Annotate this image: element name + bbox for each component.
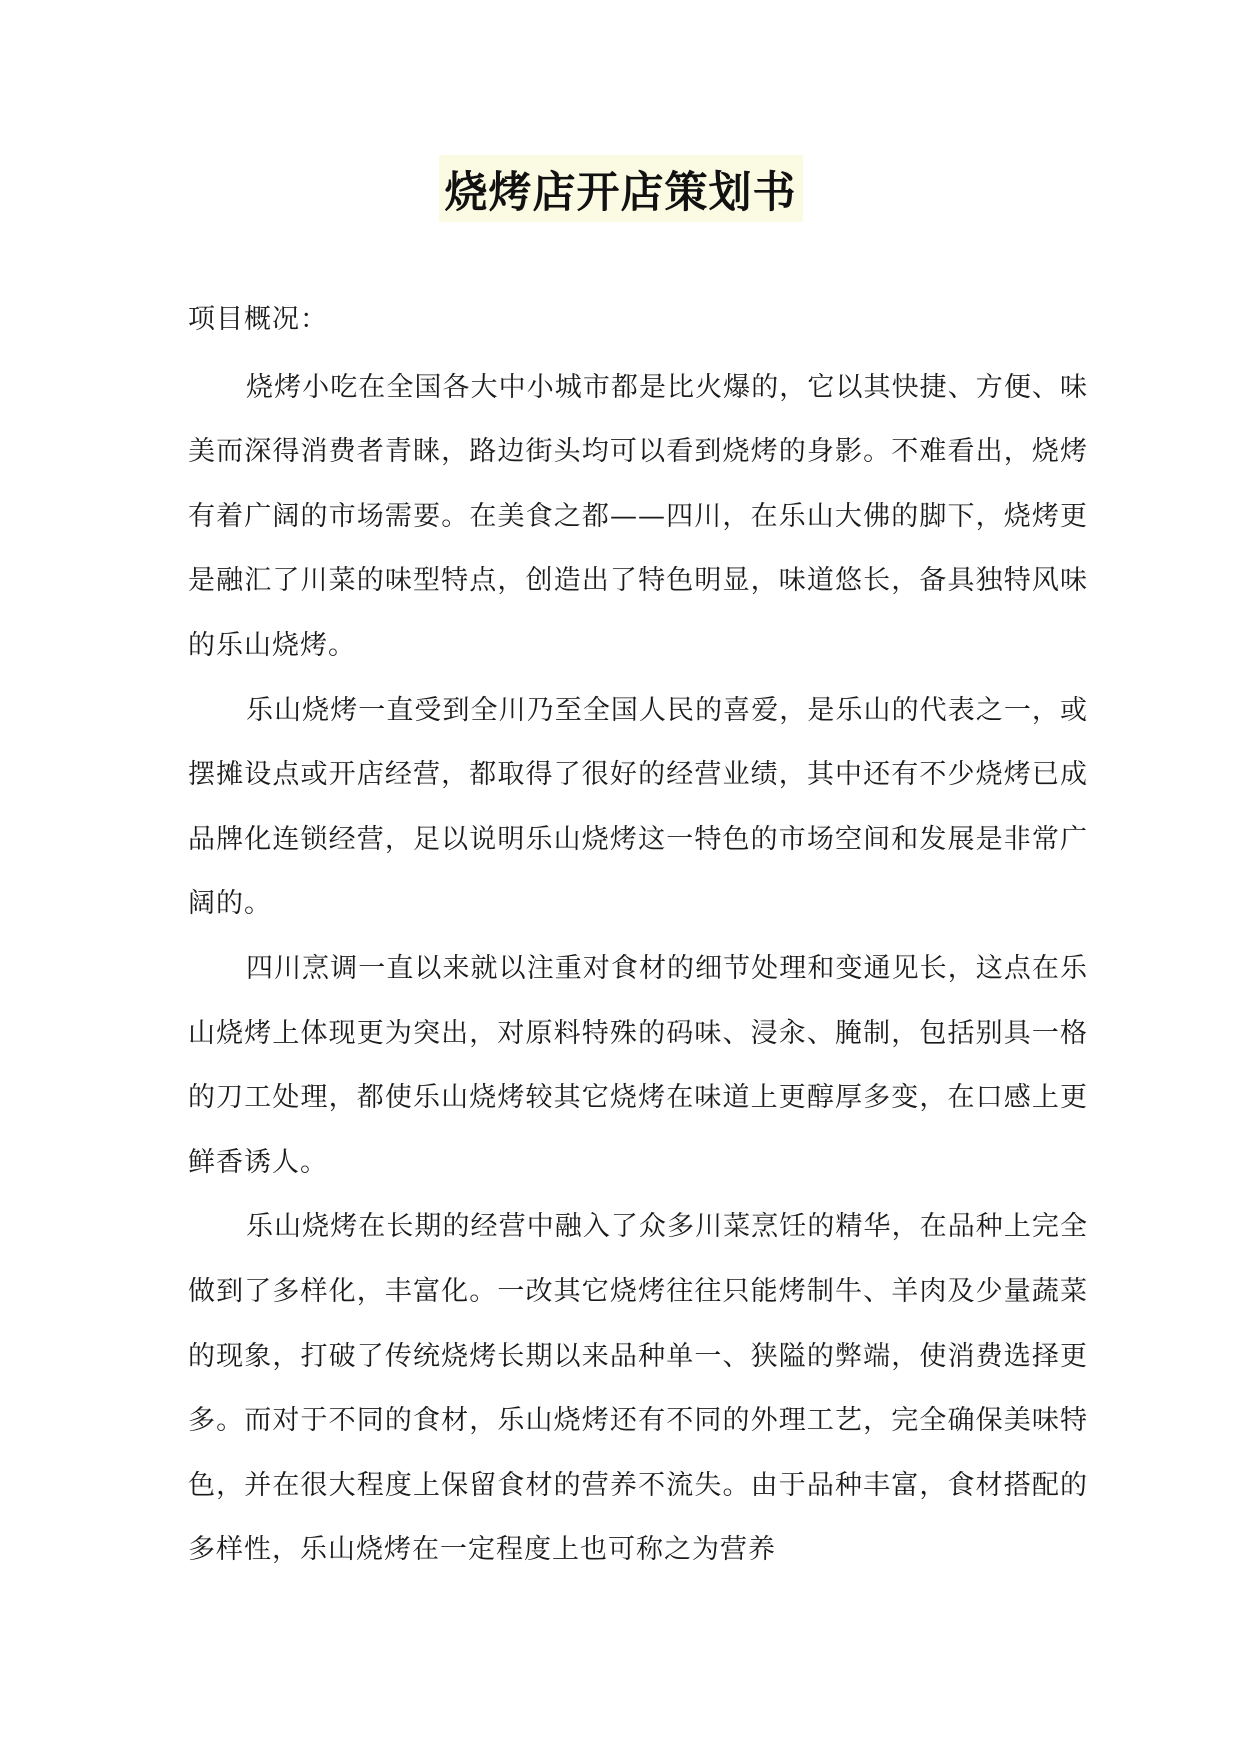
document-title-text: 烧烤店开店策划书: [439, 155, 803, 222]
paragraph-2: 乐山烧烤一直受到全川乃至全国人民的喜爱，是乐山的代表之一，或摆摊设点或开店经营，都取得了很好的经营业绩，其中还有不少烧烤已成品牌化连锁经营，足以说明乐山烧烤这一特色的市场空间和发展是非常广阔的。: [188, 694, 1088, 920]
section-label: 项目概况：: [188, 304, 328, 335]
paragraph-3: 四川烹调一直以来就以注重对食材的细节处理和变通见长，这点在乐山烧烤上体现更为突出，对原料特殊的码味、浸汆、腌制，包括别具一格的刀工处理，都使乐山烧烤较其它烧烤在味道上更醇厚多变，在口感上更鲜香诱人。: [188, 952, 1088, 1178]
paragraph-1: 烧烤小吃在全国各大中小城市都是比火爆的，它以其快捷、方便、味美而深得消费者青睐，路边街头均可以看到烧烤的身影。不难看出，烧烤有着广阔的市场需要。在美食之都——四川，在乐山大佛的脚下，烧烤更是融汇了川菜的味型特点，创造出了特色明显，味道悠长，备具独特风味的乐山烧烤。: [188, 371, 1088, 661]
document-body: [188, 288, 1088, 1583]
document-title: [0, 155, 1241, 222]
paragraph-4: 乐山烧烤在长期的经营中融入了众多川菜烹饪的精华，在品种上完全做到了多样化，丰富化。一改其它烧烤往往只能烤制牛、羊肉及少量蔬菜的现象，打破了传统烧烤长期以来品种单一、狭隘的弊端，使消费选择更多。而对于不同的食材，乐山烧烤还有不同的外理工艺，完全确保美味特色，并在很大程度上保留食材的营养不流失。由于品种丰富，食材搭配的多样性，乐山烧烤在一定程度上也可称之为营养: [188, 1211, 1088, 1566]
